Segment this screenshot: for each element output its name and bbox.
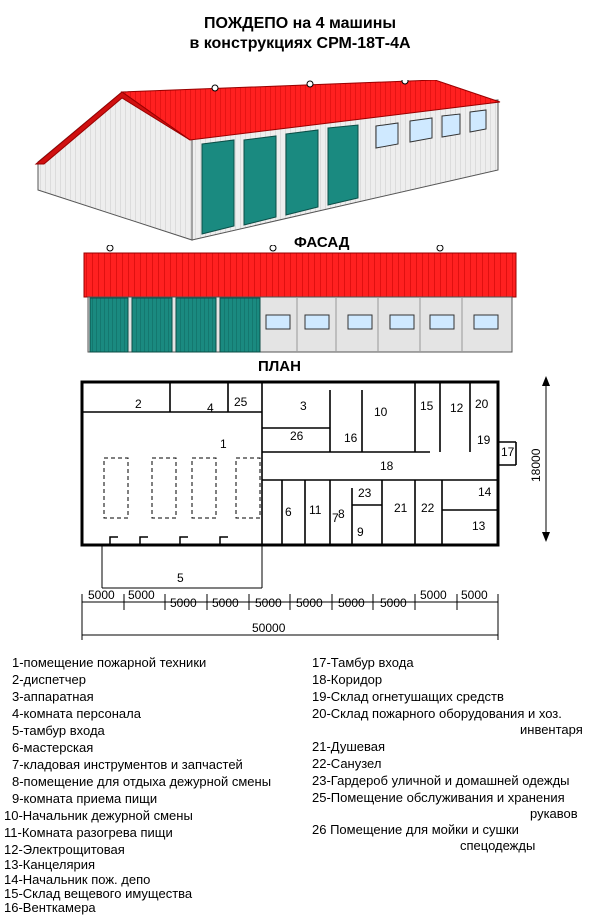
room-23: 23 bbox=[358, 486, 372, 500]
dimension-labels bbox=[88, 588, 488, 635]
legend-item: рукавов bbox=[530, 806, 578, 821]
legend-item: 9-комната приема пищи bbox=[12, 791, 158, 806]
dim-seg-10: 5000 bbox=[461, 588, 488, 602]
room-19: 19 bbox=[477, 433, 491, 447]
legend-item: 4-комната персонала bbox=[12, 706, 141, 721]
room-16: 16 bbox=[344, 431, 358, 445]
legend-item: 8-помещение для отдыха дежурной смены bbox=[12, 774, 272, 789]
room-26: 26 bbox=[290, 429, 304, 443]
dim-seg-4: 5000 bbox=[212, 596, 239, 610]
legend-item: 7-кладовая инструментов и запчастей bbox=[12, 757, 243, 772]
room-9: 9 bbox=[357, 525, 364, 539]
floor-plan bbox=[0, 370, 600, 655]
facade-view bbox=[80, 245, 520, 355]
dim-seg-6: 5000 bbox=[296, 596, 323, 610]
room-13: 13 bbox=[472, 519, 486, 533]
room-7: 7 bbox=[332, 511, 339, 525]
facade-roof bbox=[84, 253, 516, 297]
legend-item: 17-Тамбур входа bbox=[312, 655, 414, 670]
legend-item: 26 Помещение для мойки и сушки bbox=[312, 822, 519, 837]
legend-item: 2-диспетчер bbox=[12, 672, 86, 687]
height-dimension bbox=[529, 376, 550, 542]
legend-item: спецодежды bbox=[460, 838, 536, 853]
title-line-1: ПОЖДЕПО на 4 машины bbox=[203, 15, 397, 32]
legend-item: 3-аппаратная bbox=[12, 689, 94, 704]
room-14: 14 bbox=[478, 485, 492, 499]
legend-item: 6-мастерская bbox=[12, 740, 94, 755]
legend-item: 15-Склад вещевого имущества bbox=[4, 886, 193, 901]
room-18: 18 bbox=[380, 459, 394, 473]
room-25: 25 bbox=[234, 395, 248, 409]
dim-total: 50000 bbox=[252, 621, 286, 635]
legend-item: 5-тамбур входа bbox=[12, 723, 105, 738]
room-8: 8 bbox=[338, 507, 345, 521]
room-17: 17 bbox=[501, 445, 515, 459]
room-20: 20 bbox=[475, 397, 489, 411]
room-11: 11 bbox=[309, 503, 322, 517]
legend-item: 16-Венткамера bbox=[4, 900, 96, 915]
room-4: 4 bbox=[207, 401, 214, 415]
room-5: 5 bbox=[177, 571, 184, 585]
room-6: 6 bbox=[285, 505, 292, 519]
title-line-2: в конструкциях СРМ-18Т-4А bbox=[189, 35, 411, 52]
room-1: 1 bbox=[220, 437, 227, 451]
legend-item: 25-Помещение обслуживания и хранения bbox=[312, 790, 565, 805]
legend-item: 21-Душевая bbox=[312, 739, 386, 754]
legend-item: 20-Склад пожарного оборудования и хоз. bbox=[312, 706, 562, 721]
legend-item: 10-Начальник дежурной смены bbox=[4, 808, 193, 823]
dim-seg-5: 5000 bbox=[255, 596, 282, 610]
plan-label: ПЛАН bbox=[258, 358, 301, 375]
room-15: 15 bbox=[420, 399, 434, 413]
dim-seg-2: 5000 bbox=[128, 588, 155, 602]
facade-vents bbox=[107, 245, 443, 251]
perspective-view bbox=[30, 80, 510, 250]
legend-item: 19-Склад огнетушащих средств bbox=[312, 689, 504, 704]
room-12: 12 bbox=[450, 401, 464, 415]
dim-seg-8: 5000 bbox=[380, 596, 407, 610]
vehicle-outlines bbox=[104, 458, 260, 518]
room-22: 22 bbox=[421, 501, 435, 515]
legend-item: 1-помещение пожарной техники bbox=[12, 655, 207, 670]
legend-item: 11-Комната разогрева пищи bbox=[4, 825, 173, 840]
room-21: 21 bbox=[394, 501, 408, 515]
height-dim-label: 18000 bbox=[529, 448, 543, 482]
dim-seg-1: 5000 bbox=[88, 588, 115, 602]
dim-seg-3: 5000 bbox=[170, 596, 197, 610]
legend-item: 12-Электрощитовая bbox=[4, 842, 125, 857]
dim-seg-7: 5000 bbox=[338, 596, 365, 610]
dim-seg-9: 5000 bbox=[420, 588, 447, 602]
legend-item: 18-Коридор bbox=[312, 672, 383, 687]
room-2: 2 bbox=[135, 397, 142, 411]
legend-item: 22-Санузел bbox=[312, 756, 382, 771]
room-10: 10 bbox=[374, 405, 388, 419]
facade-label: ФАСАД bbox=[294, 234, 350, 251]
legend-item: инвентаря bbox=[520, 722, 583, 737]
legend-item: 23-Гардероб уличной и домашней одежды bbox=[312, 773, 570, 788]
legend-item: 14-Начальник пож. депо bbox=[4, 872, 151, 887]
legend-item: 13-Канцелярия bbox=[4, 857, 96, 872]
room-3: 3 bbox=[300, 399, 307, 413]
